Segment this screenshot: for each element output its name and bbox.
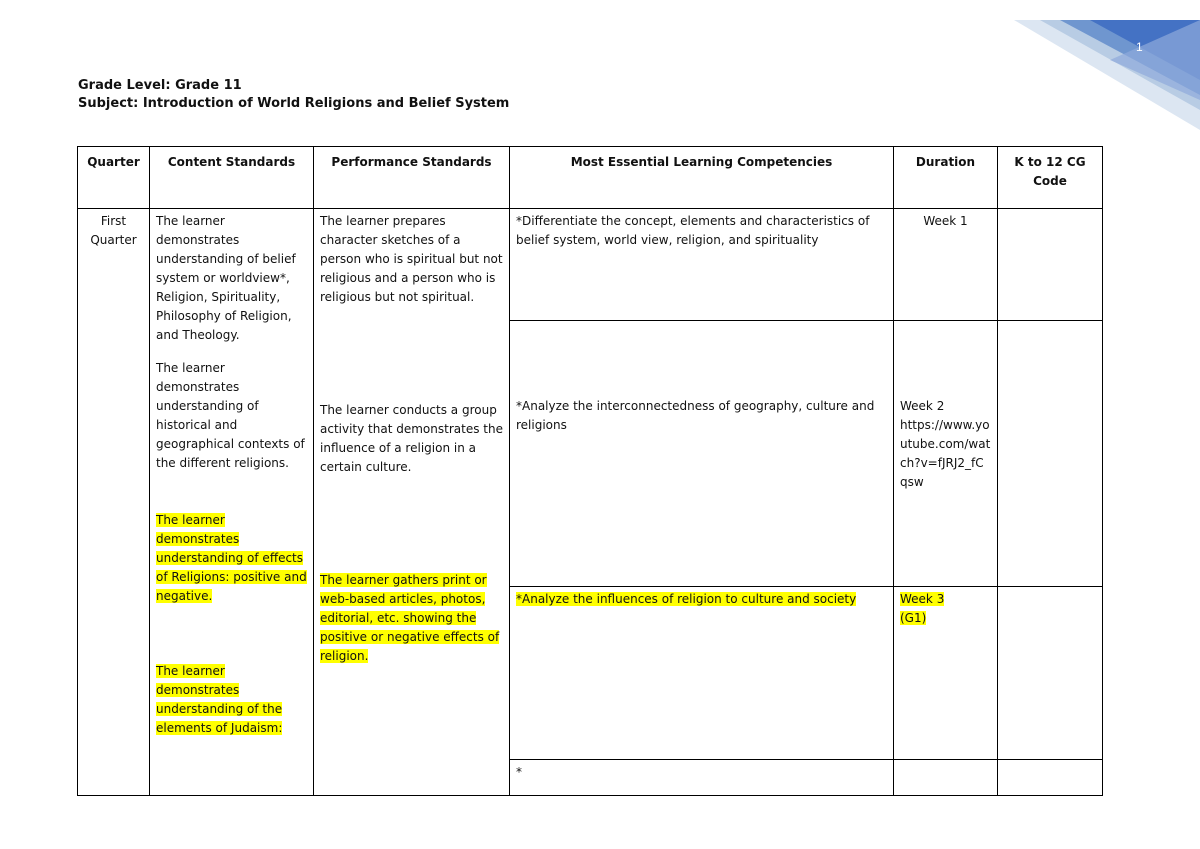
subject: Subject: Introduction of World Religions and Belief System <box>78 96 510 111</box>
duration-3-week: Week 3 <box>900 592 945 606</box>
melc-cell-3 <box>510 587 894 760</box>
duration-2-week: Week 2 <box>900 399 945 413</box>
content-standard-3: The learner demonstrates understanding of effects of Religions: positive and negative. <box>156 513 307 603</box>
melc-1: *Differentiate the concept, elements and characteristics of belief system, world view, religion, and spirituality <box>516 214 870 247</box>
content-standard-4: The learner demonstrates understanding of the elements of Judaism: <box>156 664 283 735</box>
melc-3: *Analyze the influences of religion to culture and society <box>516 592 857 606</box>
duration-cell-1 <box>894 209 998 321</box>
header-duration: Duration <box>894 147 998 209</box>
performance-standards-cell <box>314 209 510 796</box>
code-cell-1 <box>998 209 1103 321</box>
quarter-label: First Quarter <box>90 214 137 247</box>
melc-2: *Analyze the interconnectedness of geography, culture and religions <box>516 399 875 432</box>
code-cell-4 <box>998 760 1103 796</box>
grade-level: Grade Level: Grade 11 <box>78 78 242 93</box>
performance-standard-1: The learner prepares character sketches of a person who is spiritual but not religious and a person who is religious but not spiritual. <box>320 214 503 304</box>
duration-3-group: (G1) <box>900 611 927 625</box>
header-melc: Most Essential Learning Competencies <box>510 147 894 209</box>
corner-decoration <box>1000 0 1200 140</box>
table-row <box>78 209 1103 321</box>
duration-cell-3 <box>894 587 998 760</box>
table-header-row <box>78 147 1103 209</box>
melc-table <box>77 146 1103 796</box>
content-standard-1: The learner demonstrates understanding of belief system or worldview*, Religion, Spirituality, Philosophy of Religion, and Theology. <box>156 214 296 342</box>
quarter-cell <box>78 209 150 796</box>
melc-cell-1 <box>510 209 894 321</box>
melc-cell-2 <box>510 321 894 587</box>
page-number: 1 <box>1136 40 1143 54</box>
code-cell-3 <box>998 587 1103 760</box>
performance-standard-3: The learner gathers print or web-based articles, photos, editorial, etc. showing the positive or negative effects of religion. <box>320 573 500 663</box>
duration-cell-2 <box>894 321 998 587</box>
header-cg-code: K to 12 CG Code <box>998 147 1103 209</box>
document-header <box>78 77 509 113</box>
header-quarter: Quarter <box>78 147 150 209</box>
performance-standard-2: The learner conducts a group activity that demonstrates the influence of a religion in a certain culture. <box>320 403 503 474</box>
duration-cell-4 <box>894 760 998 796</box>
header-performance-standards: Performance Standards <box>314 147 510 209</box>
duration-1: Week 1 <box>923 214 968 228</box>
header-content-standards: Content Standards <box>150 147 314 209</box>
duration-2-link[interactable]: https://www.youtube.com/watch?v=fJRJ2_fCqsw <box>900 418 991 489</box>
content-standard-2: The learner demonstrates understanding of historical and geographical contexts of the different religions. <box>156 361 305 470</box>
melc-cell-4 <box>510 760 894 796</box>
code-cell-2 <box>998 321 1103 587</box>
content-standards-cell <box>150 209 314 796</box>
melc-4: * <box>516 765 522 779</box>
